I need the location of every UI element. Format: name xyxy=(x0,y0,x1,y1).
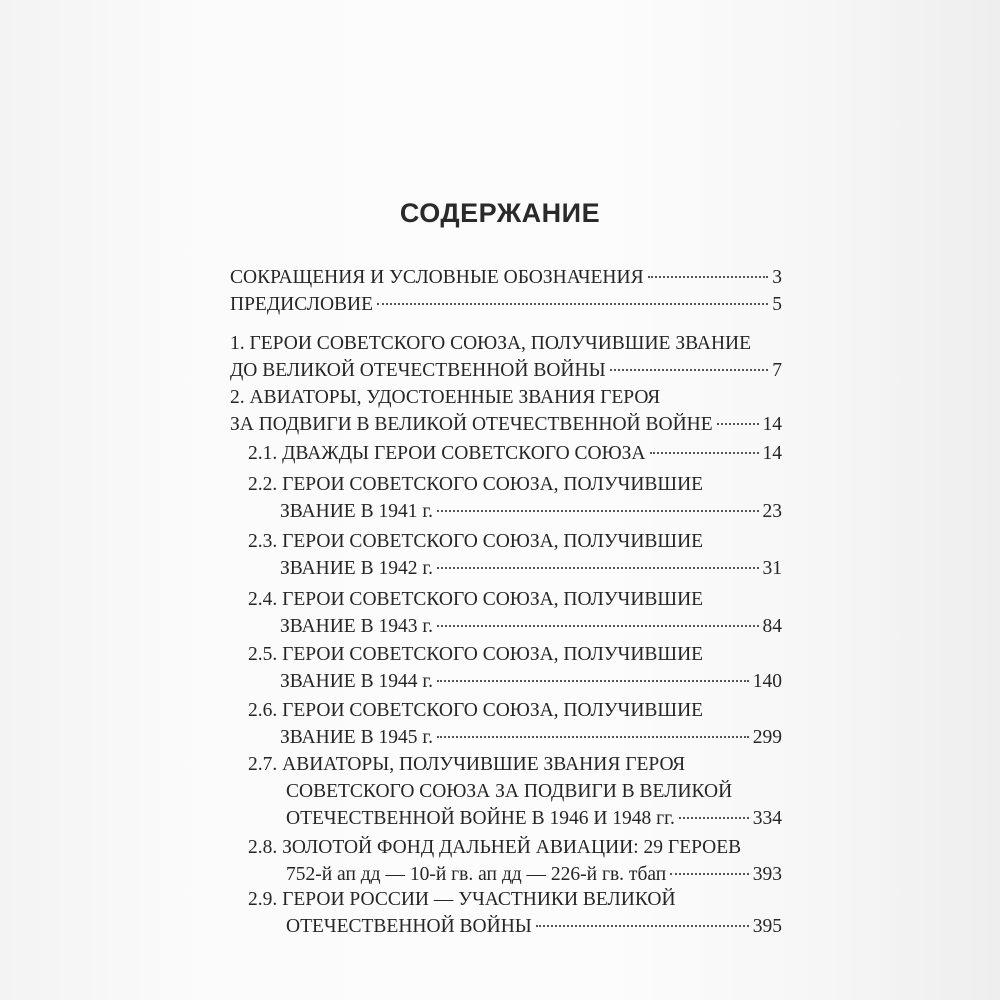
page-number: 14 xyxy=(762,443,782,464)
toc-entry-last-line xyxy=(230,411,782,438)
toc-entry-line: СОВЕТСКОГО СОЮЗА ЗА ПОДВИГИ В ВЕЛИКОЙ xyxy=(286,781,733,802)
toc-entry-last-line xyxy=(280,555,782,582)
page-number: 334 xyxy=(752,808,782,829)
toc-entry-last-line xyxy=(280,498,782,525)
toc-entry-last-line xyxy=(286,913,782,940)
page-number: 14 xyxy=(762,414,782,435)
page-number: 31 xyxy=(762,558,782,579)
toc-entry-line: 752-й ап дд — 10-й гв. ап дд — 226-й гв. тбап xyxy=(286,864,667,885)
toc-entry-line: 2.4. ГЕРОИ СОВЕТСКОГО СОЮЗА, ПОЛУЧИВШИЕ xyxy=(248,589,704,610)
toc-entry-line: 2.5. ГЕРОИ СОВЕТСКОГО СОЮЗА, ПОЛУЧИВШИЕ xyxy=(248,644,704,665)
page-number: 395 xyxy=(752,916,782,937)
dot-leader xyxy=(437,736,749,738)
toc-entry-last-line xyxy=(280,668,782,695)
page-title: СОДЕРЖАНИЕ xyxy=(399,198,601,228)
toc-entry-line: 2.3. ГЕРОИ СОВЕТСКОГО СОЮЗА, ПОЛУЧИВШИЕ xyxy=(248,531,704,552)
dot-leader xyxy=(377,303,768,305)
toc-entry-line: 2.1. ДВАЖДЫ ГЕРОИ СОВЕТСКОГО СОЮЗА xyxy=(248,443,646,464)
dot-leader xyxy=(717,423,759,425)
toc-entry-line: СОКРАЩЕНИЯ И УСЛОВНЫЕ ОБОЗНАЧЕНИЯ xyxy=(230,267,644,288)
toc-entry-line: ЗВАНИЕ В 1942 г. xyxy=(280,558,434,579)
toc-entry-line: ДО ВЕЛИКОЙ ОТЕЧЕСТВЕННОЙ ВОЙНЫ xyxy=(230,360,606,381)
toc-entry-line: ОТЕЧЕСТВЕННОЙ ВОЙНЕ В 1946 И 1948 гг. xyxy=(286,808,675,829)
page-number: 23 xyxy=(762,501,782,522)
toc-entry-last-line xyxy=(286,861,782,888)
dot-leader xyxy=(536,925,749,927)
toc-entry-last-line xyxy=(286,805,782,832)
page-number: 84 xyxy=(762,616,782,637)
toc-entry-last-line xyxy=(230,357,782,384)
toc-entry-line: 2.7. АВИАТОРЫ, ПОЛУЧИВШИЕ ЗВАНИЯ ГЕРОЯ xyxy=(248,754,686,775)
toc-entry-line: ЗА ПОДВИГИ В ВЕЛИКОЙ ОТЕЧЕСТВЕННОЙ ВОЙНЕ xyxy=(230,414,713,435)
toc-entry-line: 2.9. ГЕРОИ РОССИИ — УЧАСТНИКИ ВЕЛИКОЙ xyxy=(248,889,676,910)
dot-leader xyxy=(679,817,749,819)
toc-entry-line: ОТЕЧЕСТВЕННОЙ ВОЙНЫ xyxy=(286,916,532,937)
page-number: 299 xyxy=(752,727,782,748)
page-number: 7 xyxy=(772,360,782,381)
dot-leader xyxy=(437,625,758,627)
page-number: 140 xyxy=(752,671,782,692)
dot-leader xyxy=(437,510,758,512)
page-number: 3 xyxy=(772,267,782,288)
dot-leader xyxy=(437,680,749,682)
toc-entry-last-line xyxy=(280,613,782,640)
toc-entry-last-line xyxy=(230,264,782,291)
dot-leader xyxy=(437,567,758,569)
toc-entry-last-line xyxy=(280,724,782,751)
toc-entry-line: 1. ГЕРОИ СОВЕТСКОГО СОЮЗА, ПОЛУЧИВШИЕ ЗВАНИЕ xyxy=(230,333,752,354)
dot-leader xyxy=(648,276,769,278)
toc-entry-line: ПРЕДИСЛОВИЕ xyxy=(230,294,374,315)
toc-entry-line: 2. АВИАТОРЫ, УДОСТОЕННЫЕ ЗВАНИЯ ГЕРОЯ xyxy=(230,387,661,408)
toc-entry-line: 2.6. ГЕРОИ СОВЕТСКОГО СОЮЗА, ПОЛУЧИВШИЕ xyxy=(248,700,704,721)
dot-leader xyxy=(670,873,749,875)
toc-entry-line: 2.2. ГЕРОИ СОВЕТСКОГО СОЮЗА, ПОЛУЧИВШИЕ xyxy=(248,474,704,495)
toc-entry-last-line xyxy=(230,291,782,318)
toc-entry-last-line xyxy=(248,440,782,467)
toc-entry-line: ЗВАНИЕ В 1945 г. xyxy=(280,727,434,748)
toc-entry-line: ЗВАНИЕ В 1941 г. xyxy=(280,501,434,522)
toc-entry-line: 2.8. ЗОЛОТОЙ ФОНД ДАЛЬНЕЙ АВИАЦИИ: 29 ГЕРОЕВ xyxy=(248,837,742,858)
page-number: 5 xyxy=(772,294,782,315)
page-number: 393 xyxy=(752,864,782,885)
dot-leader xyxy=(610,369,769,371)
toc-entry-line: ЗВАНИЕ В 1943 г. xyxy=(280,616,434,637)
toc-entry-line: ЗВАНИЕ В 1944 г. xyxy=(280,671,434,692)
dot-leader xyxy=(650,452,759,454)
